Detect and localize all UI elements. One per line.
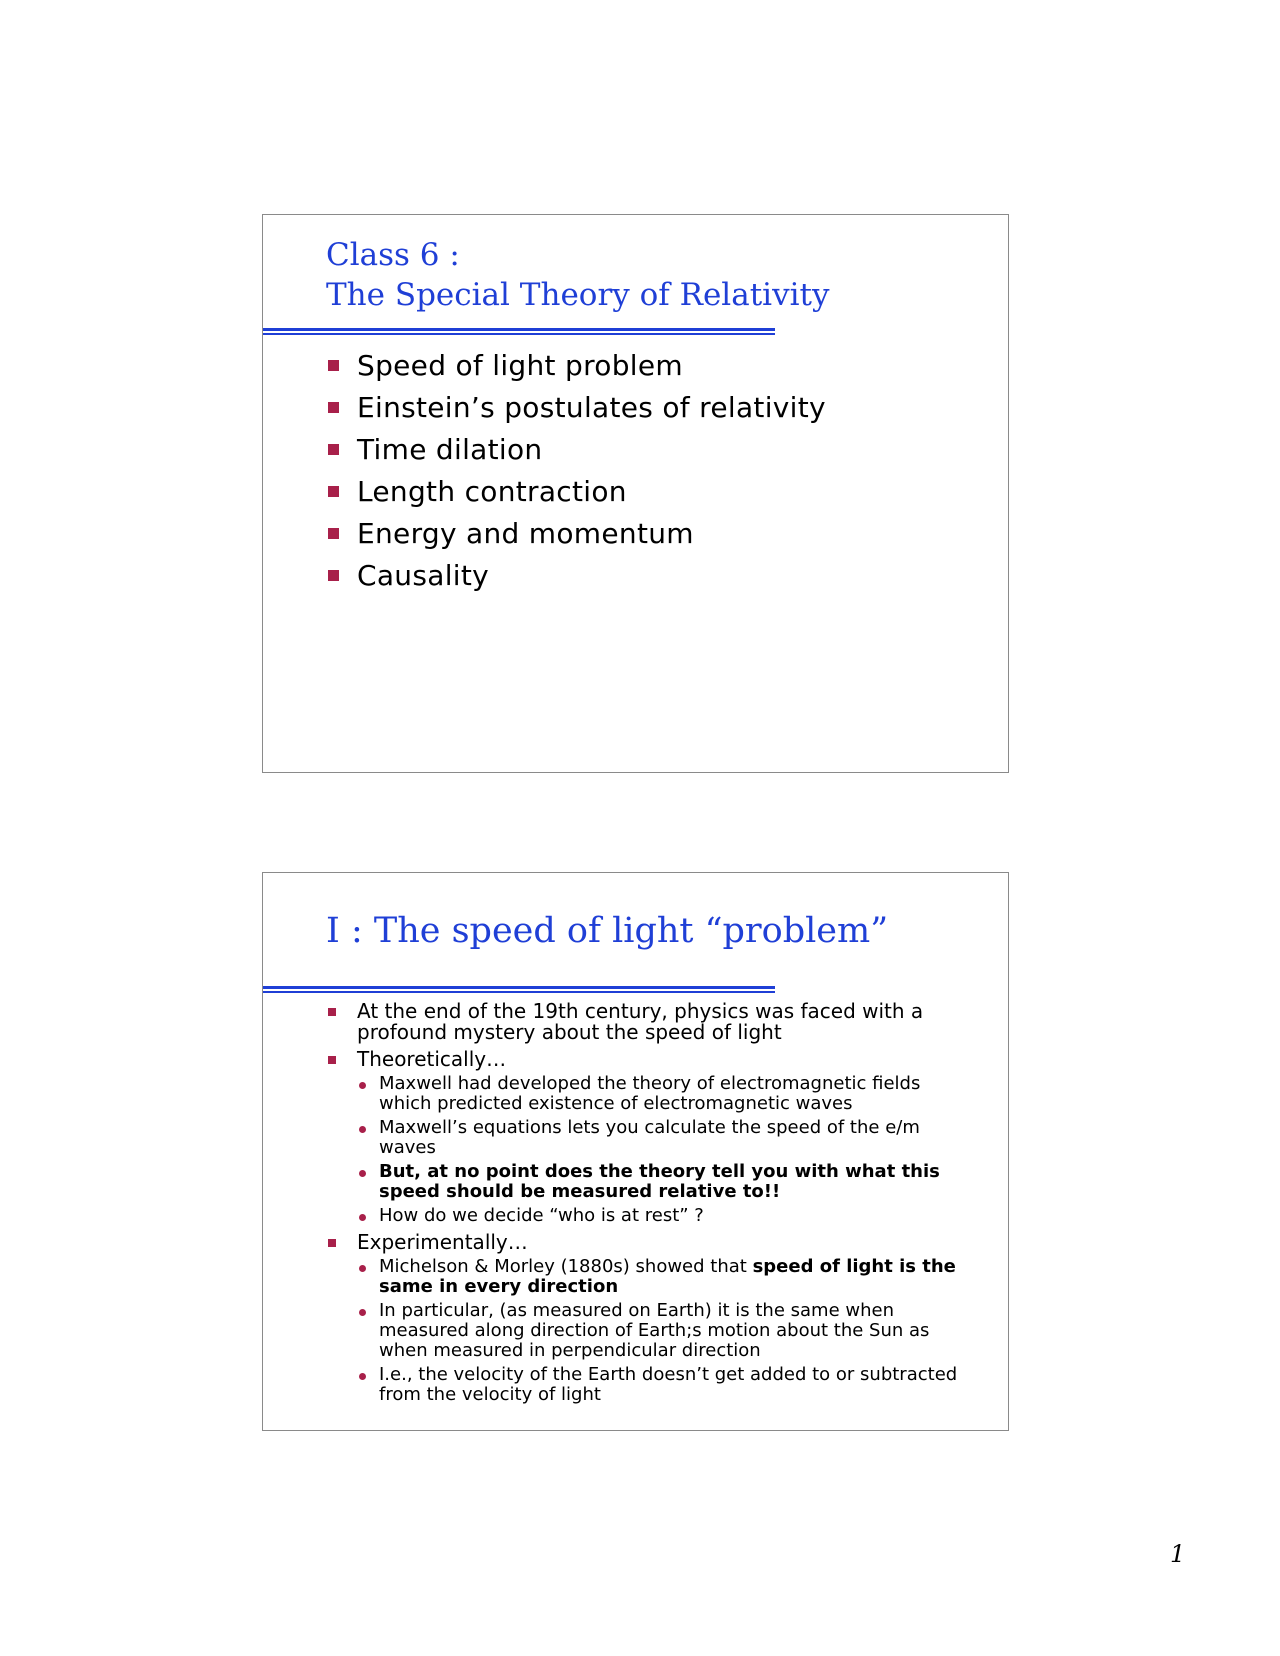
list-item-text: Length contraction — [357, 475, 627, 508]
square-bullet-icon — [328, 486, 339, 497]
slide-1 — [262, 214, 1009, 773]
title-divider — [263, 328, 775, 336]
list-item — [328, 1232, 968, 1405]
list-item-text: Causality — [357, 559, 490, 592]
sub-list-item-text: How do we decide “who is at rest” ? — [379, 1205, 704, 1226]
sub-list-item — [357, 1118, 968, 1158]
list-item-text: Time dilation — [357, 433, 543, 466]
square-bullet-icon — [328, 528, 339, 539]
title-divider — [263, 986, 775, 994]
list-item — [328, 1001, 968, 1043]
round-bullet-icon — [359, 1214, 366, 1221]
round-bullet-icon — [359, 1309, 366, 1316]
sub-list-item-text: Maxwell’s equations lets you calculate the speed of the e/m waves — [379, 1117, 920, 1158]
sub-list-item — [357, 1365, 968, 1405]
list-item — [328, 555, 826, 597]
sub-list-item-text: I.e., the velocity of the Earth doesn’t get added to or subtracted from the velocity of light — [379, 1364, 958, 1405]
sub-list-item — [357, 1257, 968, 1297]
square-bullet-icon — [328, 1056, 336, 1064]
sub-list-item — [357, 1074, 968, 1114]
square-bullet-icon — [328, 1239, 336, 1247]
sub-list-item — [357, 1162, 968, 1202]
sub-list — [357, 1257, 968, 1405]
slide-2-title: I : The speed of light “problem” — [326, 911, 889, 951]
list-item — [328, 429, 826, 471]
page-number: 1 — [1170, 1540, 1186, 1568]
sub-list-item-text: Michelson & Morley (1880s) showed that — [379, 1256, 753, 1277]
slide-1-title — [326, 235, 829, 315]
square-bullet-icon — [328, 402, 339, 413]
round-bullet-icon — [359, 1082, 366, 1089]
list-item — [328, 345, 826, 387]
sub-list-item — [357, 1301, 968, 1361]
slide-1-bullet-list — [328, 345, 826, 597]
sub-list — [357, 1074, 968, 1226]
round-bullet-icon — [359, 1265, 366, 1272]
square-bullet-icon — [328, 360, 339, 371]
sub-list-item-text: In particular, (as measured on Earth) it is the same when measured along direction of Earth;s motion about the Sun as when measured in perpendicular direction — [379, 1300, 930, 1361]
list-item-text: At the end of the 19th century, physics was faced with a profound mystery about the speed of light — [357, 999, 924, 1044]
round-bullet-icon — [359, 1170, 366, 1177]
round-bullet-icon — [359, 1373, 366, 1380]
list-item — [328, 513, 826, 555]
sub-list-item-text: Maxwell had developed the theory of electromagnetic fields which predicted existence of electromagnetic waves — [379, 1073, 921, 1114]
list-item — [328, 387, 826, 429]
list-item — [328, 471, 826, 513]
round-bullet-icon — [359, 1126, 366, 1133]
slide-2 — [262, 872, 1009, 1431]
list-item-text: Speed of light problem — [357, 349, 683, 382]
list-item-text: Theoretically… — [357, 1047, 507, 1071]
slide-2-bullet-list — [328, 1001, 968, 1411]
square-bullet-icon — [328, 1008, 336, 1016]
square-bullet-icon — [328, 570, 339, 581]
list-item — [328, 1049, 968, 1226]
list-item-text: Einstein’s postulates of relativity — [357, 391, 826, 424]
list-item-text: Experimentally… — [357, 1230, 528, 1254]
slide-1-title-line-1: Class 6 : — [326, 237, 460, 273]
square-bullet-icon — [328, 444, 339, 455]
sub-list-item-bold-text: speed of light is the same in every direction — [379, 1256, 956, 1297]
list-item-text: Energy and momentum — [357, 517, 694, 550]
sub-list-item-bold-text: But, at no point does the theory tell you with what this speed should be measured relative to!! — [379, 1161, 940, 1202]
sub-list-item — [357, 1206, 968, 1226]
slide-1-title-line-2: The Special Theory of Relativity — [326, 277, 830, 313]
